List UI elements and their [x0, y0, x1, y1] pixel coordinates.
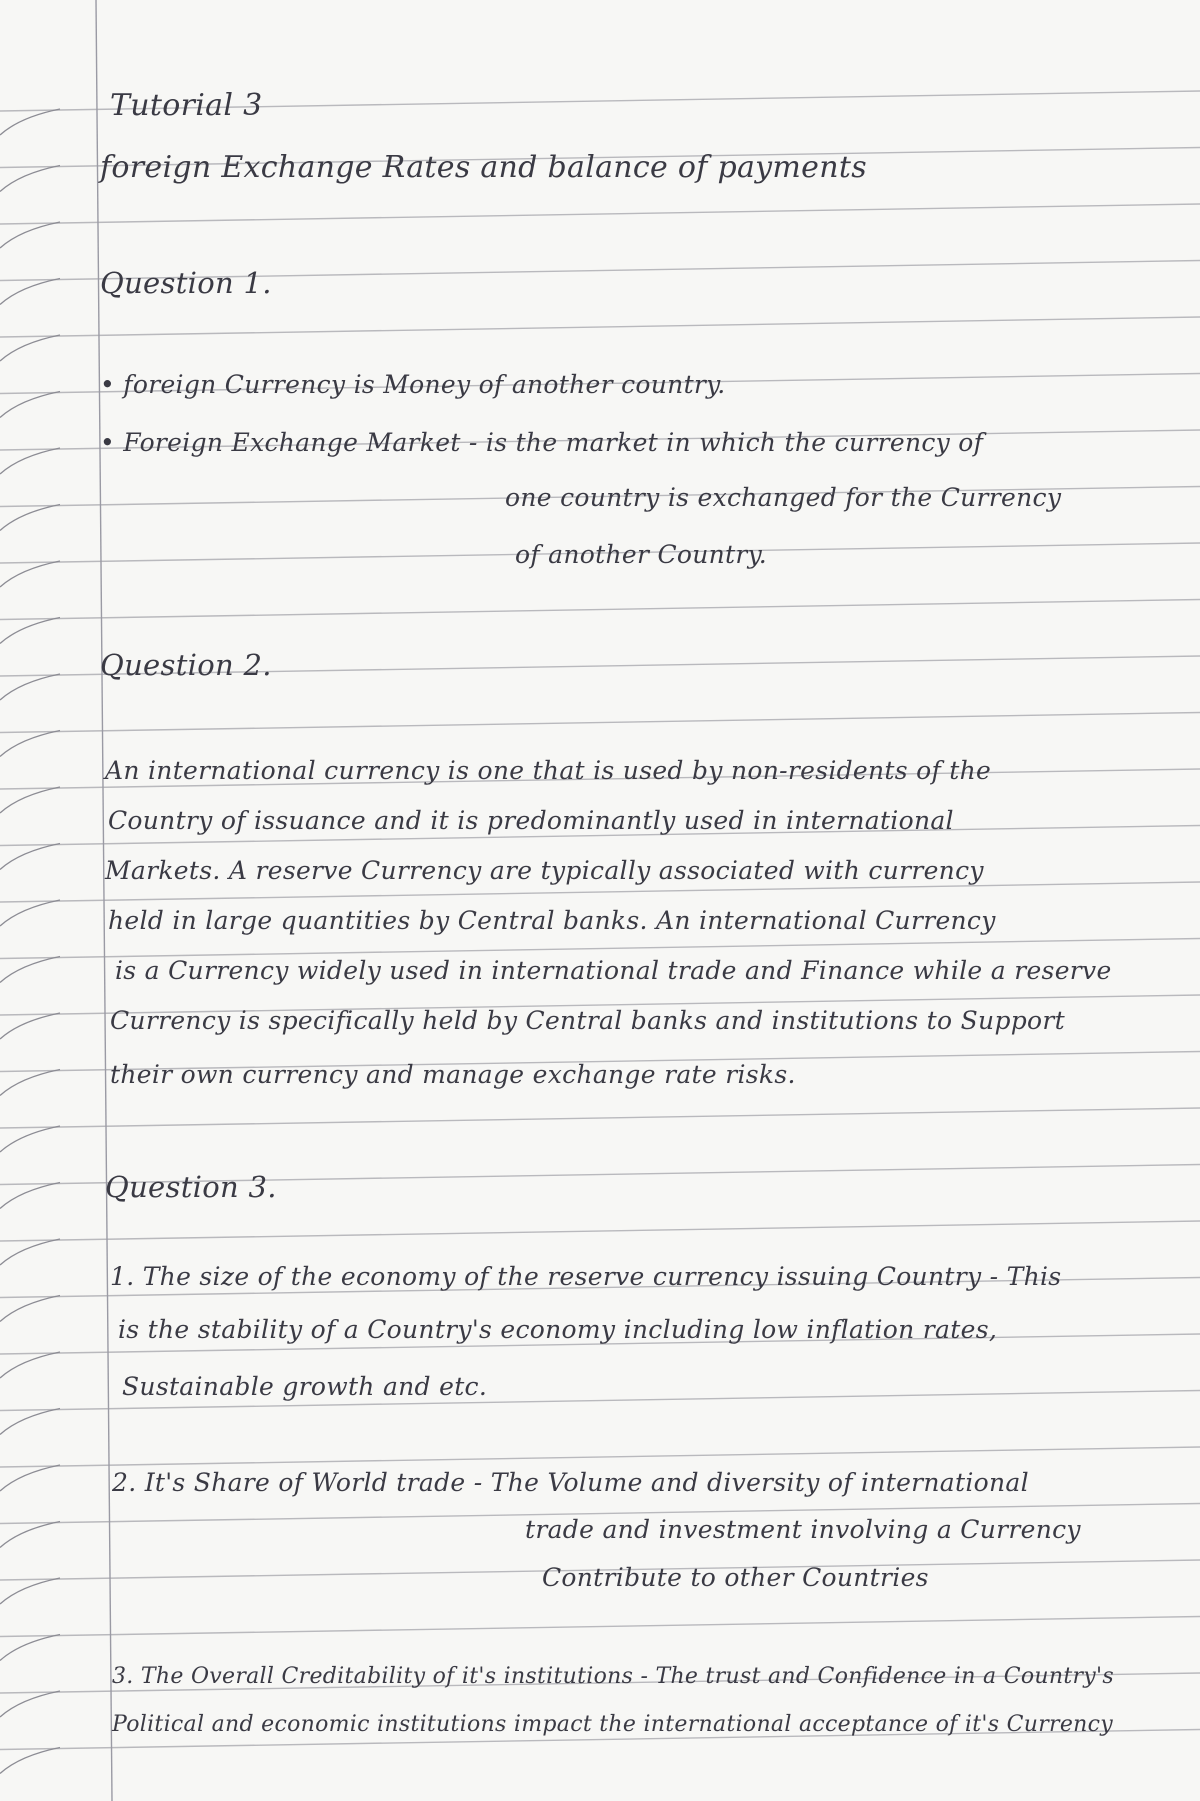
binding-mark [0, 1352, 60, 1378]
binding-mark [0, 1409, 60, 1435]
q3-item-2-line-1: 2. It's Share of World trade - The Volume and diversity of international [112, 1468, 1029, 1497]
ruled-line [0, 317, 1200, 337]
q1-line-3: one country is exchanged for the Currency [505, 483, 1062, 512]
ruled-line [0, 1617, 1200, 1637]
q1-line-1: • foreign Currency is Money of another country. [100, 370, 726, 399]
q3-item-2-line-3: Contribute to other Countries [542, 1563, 929, 1592]
binding-mark [0, 618, 60, 644]
binding-mark [0, 1296, 60, 1322]
binding-mark [0, 957, 60, 983]
ruled-line [0, 882, 1200, 902]
q3-item-1-line-3: Sustainable growth and etc. [122, 1372, 488, 1401]
binding-mark [0, 674, 60, 700]
binding-mark [0, 1070, 60, 1096]
ruled-line [0, 1221, 1200, 1241]
question-3-heading: Question 3. [105, 1170, 277, 1204]
binding-mark [0, 1126, 60, 1152]
q3-item-1-line-1: 1. The size of the economy of the reserve currency issuing Country - This [110, 1262, 1062, 1291]
q2-line-4: held in large quantities by Central banks. An international Currency [108, 906, 996, 935]
binding-mark [0, 279, 60, 305]
binding-mark [0, 1522, 60, 1548]
q3-item-3-line-2: Political and economic institutions impact the international acceptance of it's Currency [112, 1712, 1113, 1737]
q3-item-1-line-2: is the stability of a Country's economy including low inflation rates, [118, 1315, 998, 1344]
binding-mark [0, 1239, 60, 1265]
binding-mark [0, 1635, 60, 1661]
binding-mark [0, 505, 60, 531]
binding-mark [0, 222, 60, 248]
tutorial-subtitle: foreign Exchange Rates and balance of payments [100, 150, 867, 185]
q3-item-3-line-1: 3. The Overall Creditability of it's institutions - The trust and Confidence in a Country's [112, 1664, 1114, 1689]
binding-mark [0, 448, 60, 474]
ruled-line [0, 600, 1200, 620]
q2-line-7: their own currency and manage exchange rate risks. [110, 1060, 796, 1089]
tutorial-title: Tutorial 3 [110, 88, 263, 123]
q3-item-2-line-2: trade and investment involving a Currency [525, 1515, 1081, 1544]
binding-mark [0, 392, 60, 418]
binding-mark [0, 109, 60, 135]
binding-mark [0, 787, 60, 813]
binding-mark [0, 731, 60, 757]
ruled-line [0, 1447, 1200, 1467]
q2-line-1: An international currency is one that is used by non-residents of the [105, 756, 992, 785]
ruled-line [0, 713, 1200, 733]
q2-line-2: Country of issuance and it is predominantly used in international [108, 806, 954, 835]
binding-mark [0, 166, 60, 192]
q1-line-2: • Foreign Exchange Market - is the market in which the currency of [100, 428, 984, 457]
binding-mark [0, 1691, 60, 1717]
binding-mark [0, 1465, 60, 1491]
question-1-heading: Question 1. [100, 266, 272, 300]
q1-line-4: of another Country. [515, 540, 767, 569]
q2-line-6: Currency is specifically held by Central banks and institutions to Support [110, 1006, 1065, 1035]
binding-mark [0, 1578, 60, 1604]
question-2-heading: Question 2. [100, 648, 272, 682]
binding-mark [0, 900, 60, 926]
binding-mark [0, 335, 60, 361]
binding-mark [0, 1013, 60, 1039]
binding-mark [0, 1183, 60, 1209]
binding-mark [0, 561, 60, 587]
ruled-line [0, 1108, 1200, 1128]
q2-line-3: Markets. A reserve Currency are typically associated with currency [105, 856, 984, 885]
ruled-line [0, 204, 1200, 224]
q2-line-5: is a Currency widely used in international trade and Finance while a reserve [115, 956, 1112, 985]
binding-mark [0, 1748, 60, 1774]
binding-mark [0, 844, 60, 870]
